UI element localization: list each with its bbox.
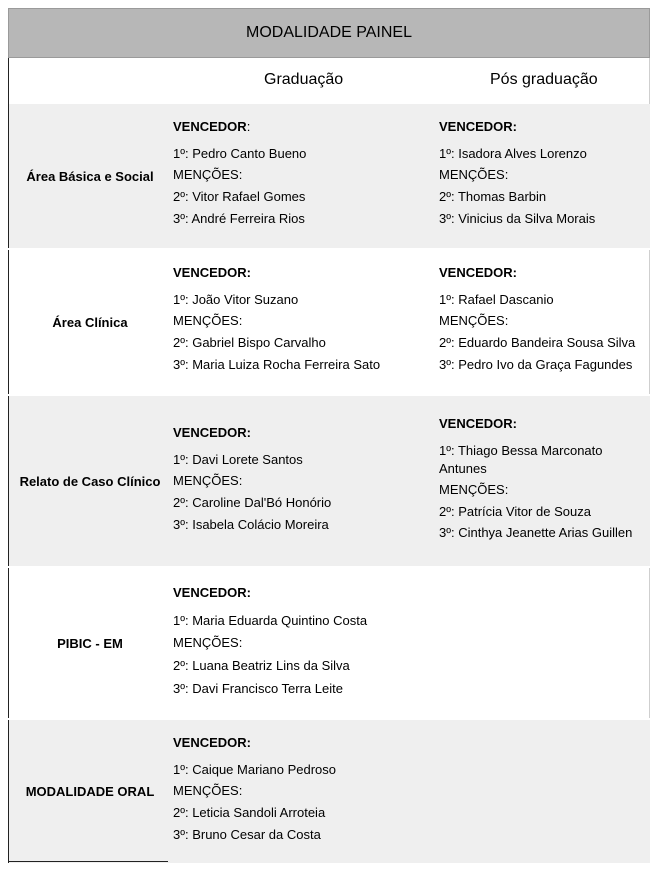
second-place: 2º: Eduardo Bandeira Sousa Silva xyxy=(439,335,636,350)
mentions-label: MENÇÕES: xyxy=(439,167,509,182)
first-place: 1º: Caique Mariano Pedroso xyxy=(173,762,337,777)
second-place: 2º: Gabriel Bispo Carvalho xyxy=(173,335,326,350)
table-row xyxy=(8,104,650,248)
second-place: 2º: Caroline Dal'Bó Honório xyxy=(173,495,332,510)
mentions-label: MENÇÕES: xyxy=(439,482,509,497)
third-place: 3º: André Ferreira Rios xyxy=(173,211,305,226)
category-label: MODALIDADE ORAL xyxy=(25,784,155,799)
winner-label: VENCEDOR: xyxy=(439,265,518,280)
winner-label: VENCEDOR: xyxy=(173,735,252,750)
table-row xyxy=(8,396,650,566)
mentions-label: MENÇÕES: xyxy=(173,473,243,488)
winner-label: VENCEDOR: xyxy=(439,119,518,134)
table-row xyxy=(8,720,650,863)
third-place: 3º: Maria Luiza Rocha Ferreira Sato xyxy=(173,357,381,372)
results-table xyxy=(8,8,650,863)
first-place: 1º: João Vitor Suzano xyxy=(173,292,299,307)
first-place: 1º: Rafael Dascanio xyxy=(439,292,554,307)
third-place: 3º: Pedro Ivo da Graça Fagundes xyxy=(439,357,633,372)
column-header-row xyxy=(8,58,650,104)
table-row xyxy=(8,250,650,394)
category-label: Relato de Caso Clínico xyxy=(19,473,161,489)
second-place: 2º: Luana Beatriz Lins da Silva xyxy=(173,658,350,673)
category-label: Área Básica e Social xyxy=(26,168,154,184)
third-place: 3º: Vinicius da Silva Morais xyxy=(439,211,596,226)
second-place: 2º: Vitor Rafael Gomes xyxy=(173,189,306,204)
third-place: 3º: Bruno Cesar da Costa xyxy=(173,827,321,842)
first-place: 1º: Maria Eduarda Quintino Costa xyxy=(173,613,368,628)
third-place: 3º: Isabela Colácio Moreira xyxy=(173,517,329,532)
mentions-label: MENÇÕES: xyxy=(173,313,243,328)
first-place: 1º: Davi Lorete Santos xyxy=(173,452,303,467)
winner-label: VENCEDOR: xyxy=(173,119,251,134)
first-place: 1º: Thiago Bessa Marconato Antunes xyxy=(439,443,603,476)
category-label: PIBIC - EM xyxy=(57,635,123,651)
table-title xyxy=(8,8,650,58)
mentions-label: MENÇÕES: xyxy=(173,167,243,182)
second-place: 2º: Leticia Sandoli Arroteia xyxy=(173,805,326,820)
third-place: 3º: Davi Francisco Terra Leite xyxy=(173,681,343,696)
header-pos-graduacao: Pós graduação xyxy=(490,71,598,88)
category-label: Área Clínica xyxy=(52,314,128,330)
mentions-label: MENÇÕES: xyxy=(439,313,509,328)
table-row xyxy=(8,568,650,718)
winner-label: VENCEDOR: xyxy=(173,265,252,280)
winner-label: VENCEDOR: xyxy=(439,416,518,431)
mentions-label: MENÇÕES: xyxy=(173,635,243,650)
second-place: 2º: Thomas Barbin xyxy=(439,189,547,204)
third-place: 3º: Cinthya Jeanette Arias Guillen xyxy=(439,525,633,540)
winner-label: VENCEDOR: xyxy=(173,585,252,600)
first-place: 1º: Pedro Canto Bueno xyxy=(173,146,307,161)
header-graduacao: Graduação xyxy=(264,71,344,88)
winner-label: VENCEDOR: xyxy=(173,425,252,440)
table-title-text: MODALIDADE PAINEL xyxy=(246,24,412,41)
second-place: 2º: Patrícia Vitor de Souza xyxy=(439,504,591,519)
mentions-label: MENÇÕES: xyxy=(173,783,243,798)
table-bottom-border xyxy=(8,861,168,862)
first-place: 1º: Isadora Alves Lorenzo xyxy=(439,146,587,161)
